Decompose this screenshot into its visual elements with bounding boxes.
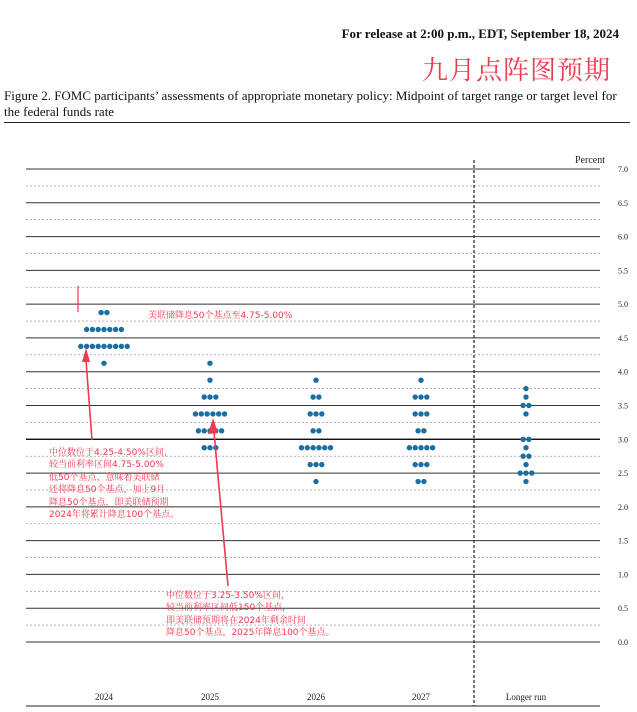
y-tick-label: 4.5: [618, 333, 628, 343]
dot: [305, 445, 310, 450]
dot: [319, 411, 324, 416]
dot: [119, 327, 124, 332]
dot: [207, 394, 212, 399]
dot: [523, 445, 528, 450]
y-tick-labels: [618, 165, 628, 647]
dot: [526, 437, 531, 442]
dot: [310, 445, 315, 450]
dot: [193, 411, 198, 416]
x-tick-label: 2026: [307, 692, 325, 702]
dot: [210, 411, 215, 416]
dot: [316, 445, 321, 450]
dot: [310, 428, 315, 433]
dot: [78, 344, 83, 349]
dot: [308, 462, 313, 467]
dot: [202, 394, 207, 399]
dot: [424, 462, 429, 467]
y-tick-label: 3.5: [618, 401, 628, 411]
dot: [418, 394, 423, 399]
dot: [316, 394, 321, 399]
dot: [207, 377, 212, 382]
dot: [113, 344, 118, 349]
dot: [526, 403, 531, 408]
dot: [526, 453, 531, 458]
dot: [523, 386, 528, 391]
dot: [413, 445, 418, 450]
y-tick-label: 1.0: [618, 570, 628, 580]
dot: [424, 394, 429, 399]
dot: [415, 479, 420, 484]
dot: [520, 403, 525, 408]
dot: [313, 462, 318, 467]
chinese-title: 九月点阵图预期: [421, 56, 611, 86]
dot: [523, 462, 528, 467]
dot: [308, 411, 313, 416]
y-tick-label: 6.0: [618, 232, 628, 242]
dot: [520, 453, 525, 458]
dot: [421, 479, 426, 484]
dot: [101, 344, 106, 349]
dot: [407, 445, 412, 450]
dot: [202, 445, 207, 450]
dot: [421, 428, 426, 433]
y-tick-label: 0.5: [618, 604, 628, 614]
y-tick-label: 1.5: [618, 536, 628, 546]
figure-title: Figure 2. FOMC participants’ assessments of appropriate monetary policy: Midpoint of target range or target level for the federal funds rate: [4, 88, 617, 119]
dot: [520, 437, 525, 442]
dot: [313, 479, 318, 484]
dot: [518, 470, 523, 475]
dot: [424, 445, 429, 450]
dot: [90, 327, 95, 332]
dot: [328, 445, 333, 450]
dot: [316, 428, 321, 433]
arrow-bottom-shaft: [214, 432, 228, 586]
dot: [107, 327, 112, 332]
dot: [430, 445, 435, 450]
dot: [523, 479, 528, 484]
annotation-top: 美联储降息50个基点至4.75-5.00%: [148, 311, 293, 321]
dot: [207, 445, 212, 450]
dot: [413, 411, 418, 416]
dot: [98, 310, 103, 315]
dot: [413, 394, 418, 399]
release-notice: For release at 2:00 p.m., EDT, September 18, 2024: [341, 26, 619, 41]
dot: [202, 428, 207, 433]
dot: [523, 411, 528, 416]
dot: [84, 344, 89, 349]
dot: [113, 327, 118, 332]
dot: [529, 470, 534, 475]
dot: [107, 344, 112, 349]
dot: [299, 445, 304, 450]
dot: [104, 310, 109, 315]
dot: [319, 462, 324, 467]
dot: [96, 344, 101, 349]
y-tick-label: 2.5: [618, 469, 628, 479]
y-tick-label: 0.0: [618, 638, 628, 647]
dot: [101, 361, 106, 366]
dot: [96, 327, 101, 332]
dot: [415, 428, 420, 433]
dot: [119, 344, 124, 349]
y-tick-label: 3.0: [618, 435, 628, 445]
arrow-bottom-head: [208, 418, 218, 434]
y-axis-label: Percent: [575, 155, 605, 166]
dot: [207, 361, 212, 366]
y-tick-label: 6.5: [618, 198, 628, 208]
dot: [418, 377, 423, 382]
dot: [310, 394, 315, 399]
dot: [216, 411, 221, 416]
annotation-bottom: 中位数位于3.25-3.50%区间， 较当前利率区间低150个基点， 即美联储预期将在2024年剩余时间 降息50个基点，2025年降息100个基点。: [166, 591, 335, 639]
annotation-left: 中位数位于4.25-4.50%区间， 较当前利率区间4.75-5.00% 低50个基点，意味着美联储 还将降息50个基点，加上9月 降息50个基点，即美联储预期 2024年将累计降息100个基点。: [49, 448, 180, 521]
dot: [523, 470, 528, 475]
dot: [101, 327, 106, 332]
y-tick-label: 5.0: [618, 300, 628, 310]
dot: [418, 411, 423, 416]
dot: [196, 428, 201, 433]
x-tick-label: 2024: [95, 692, 113, 702]
x-tick-label: 2027: [412, 692, 430, 702]
dot: [424, 411, 429, 416]
dot: [125, 344, 130, 349]
x-tick-labels: [95, 692, 547, 702]
dot: [222, 411, 227, 416]
dot: [313, 411, 318, 416]
y-tick-label: 7.0: [618, 165, 628, 174]
dot: [313, 377, 318, 382]
x-tick-label: Longer run: [505, 692, 547, 702]
dot: [523, 394, 528, 399]
dot: [90, 344, 95, 349]
dot: [219, 428, 224, 433]
dot: [322, 445, 327, 450]
dot: [199, 411, 204, 416]
y-tick-label: 4.0: [618, 367, 628, 377]
dot: [84, 327, 89, 332]
y-tick-label: 2.0: [618, 502, 628, 512]
dot: [213, 394, 218, 399]
dot: [418, 462, 423, 467]
dot: [413, 462, 418, 467]
dot: [204, 411, 209, 416]
x-tick-label: 2025: [201, 692, 219, 702]
y-tick-label: 5.5: [618, 266, 628, 276]
dot: [418, 445, 423, 450]
